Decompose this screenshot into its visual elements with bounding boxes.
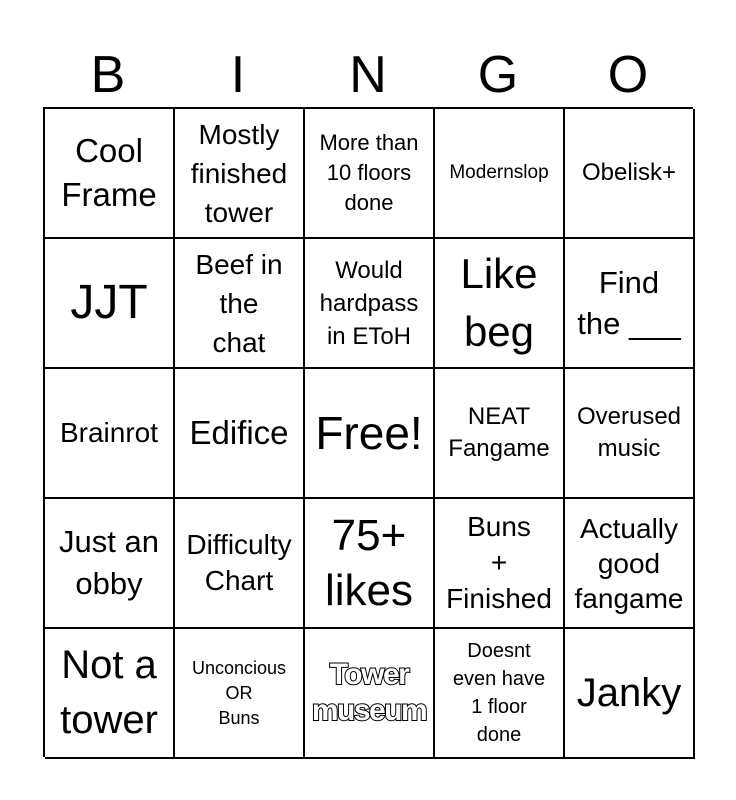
bingo-cell[interactable] [435,239,565,369]
bingo-cell[interactable] [565,109,695,239]
cell-text: Difficulty Chart [186,529,292,596]
cell-text: Find the ___ [577,265,681,341]
cell-text: Brainrot [59,417,159,448]
bingo-cell[interactable] [175,369,305,499]
cell-text: 75+ likes [324,511,414,615]
bingo-cell[interactable] [305,369,435,499]
bingo-cell[interactable] [305,629,435,759]
cell-text: Like beg [460,250,538,355]
bingo-cell[interactable] [175,239,305,369]
bingo-cell[interactable] [175,109,305,239]
cell-text: Modernslop [449,162,549,183]
cell-text: Beef in the chat [195,248,283,358]
header-letter-o: O [607,46,649,104]
cell-text: Overused music [576,403,682,462]
bingo-cell[interactable] [435,369,565,499]
header-letter-i: I [230,46,246,104]
bingo-cell[interactable] [435,629,565,759]
cell-text: JJT [70,276,148,329]
bingo-cell[interactable] [45,109,175,239]
cell-text: NEAT Fangame [448,403,550,462]
cell-text: Buns + Finished [446,511,552,614]
bingo-cell[interactable] [45,499,175,629]
bingo-cell[interactable] [45,369,175,499]
bingo-cell[interactable] [565,239,695,369]
header-letter-g: G [477,46,519,104]
cell-text: Free! [315,407,423,459]
bingo-cell[interactable] [435,499,565,629]
cell-text: Edifice [189,414,289,451]
bingo-cell[interactable] [565,369,695,499]
bingo-cell[interactable] [565,499,695,629]
header-letter-n: N [349,46,387,104]
cell-text: Just an obby [59,524,159,601]
bingo-cell[interactable] [45,629,175,759]
bingo-cell[interactable] [305,499,435,629]
bingo-cell[interactable] [175,629,305,759]
bingo-cell[interactable] [305,239,435,369]
bingo-grid [43,107,693,757]
cell-text: Actually good fangame [574,512,684,614]
cell-text: Tower museum [311,658,427,727]
bingo-cell[interactable] [305,109,435,239]
cell-text: Unconcious OR Buns [191,657,287,728]
cell-text: Cool Frame [61,132,157,213]
header-letter-b: B [90,46,126,104]
bingo-header [43,44,693,106]
cell-text: Obelisk+ [581,159,677,186]
bingo-cell[interactable] [175,499,305,629]
cell-text: Janky [576,671,682,715]
bingo-cell[interactable] [435,109,565,239]
bingo-cell[interactable] [45,239,175,369]
cell-text: Doesnt even have 1 floor done [452,640,546,746]
cell-text: Not a tower [60,643,158,742]
bingo-cell[interactable] [565,629,695,759]
cell-text: Mostly finished tower [190,118,288,228]
cell-text: Would hardpass in EToH [319,256,419,350]
cell-text: More than 10 floors done [319,130,419,215]
